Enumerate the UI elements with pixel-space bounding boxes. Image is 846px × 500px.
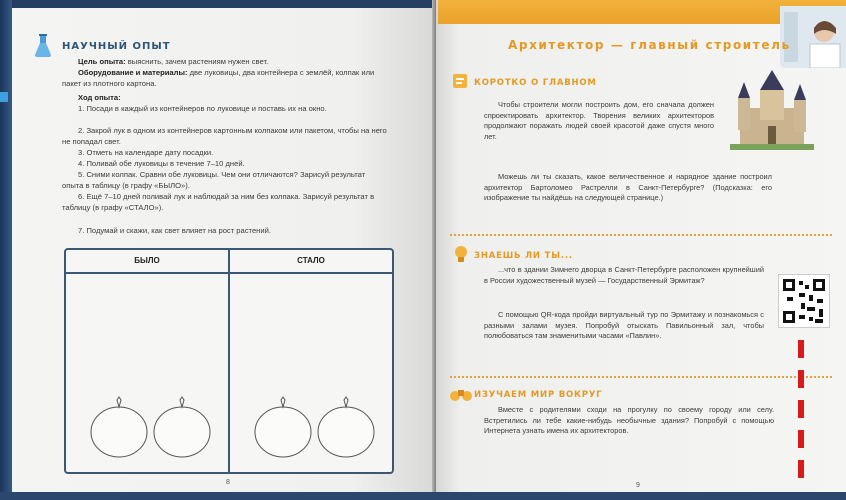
step-item: 1. Посади в каждый из контейнеров по луковице и поставь их на окно. — [78, 104, 327, 113]
dotted-divider — [450, 234, 832, 236]
equipment-text: две луковицы, два контейнера с землёй, колпак или пакет из плотного картона. — [62, 68, 375, 89]
annotation-dash — [798, 400, 804, 418]
step-item: 3. Отметь на календаре дату посадки. — [78, 148, 214, 157]
step-item: 2. Закрой лук в одном из контейнеров картонным колпаком или пакетом, чтобы на него не попадал свет. — [62, 126, 387, 147]
goal-line — [78, 56, 388, 67]
section1-paragraph1: Чтобы строители могли построить дом, его сначала должен спроектировать архитектор. Творения великих архитекторов продолжают поражать людей своей красотой даже спустя много лет. — [484, 100, 714, 141]
light-bulb-icon — [452, 244, 470, 264]
step-item: 5. Сними колпак. Сравни обе луковицы. Чем они отличаются? Зарисуй результат опыта в таблицу (в графу «БЫЛО»). — [62, 170, 366, 191]
steps-label: Ход опыта: — [78, 93, 121, 102]
observation-table — [64, 248, 394, 474]
castle-illustration — [730, 68, 814, 150]
step-item: 4. Поливай обе луковицы в течение 7–10 дней. — [78, 159, 245, 168]
annotation-dash — [798, 370, 804, 388]
equipment-label: Оборудование и материалы: — [78, 68, 188, 77]
section3-paragraph: Вместе с родителями сходи на прогулку по своему городу или селу. Встретились ли тебе какие-нибудь необычные здания? Попробуй с помощью Интернета узнать имена их архитекторов. — [484, 405, 774, 436]
page-title: Архитектор — главный строитель — [508, 38, 791, 52]
architect-photo — [780, 6, 846, 68]
bottom-band — [0, 492, 846, 500]
goal-label: Цель опыта: — [78, 57, 126, 66]
section-title-explore: ИЗУЧАЕМ МИР ВОКРУГ — [474, 390, 603, 400]
step-item: 7. Подумай и скажи, как свет влияет на рост растений. — [78, 226, 271, 235]
qr-code[interactable] — [778, 274, 830, 328]
binoculars-icon — [450, 386, 472, 402]
step-item: 6. Ещё 7–10 дней поливай лук и наблюдай за ним без колпака. Зарисуй результат в таблицу (в графу «СТАЛО»). — [62, 192, 375, 213]
column-after: СТАЛО — [297, 256, 325, 265]
goal-text: выяснить, зачем растениям нужен свет. — [125, 57, 269, 66]
equipment-line — [62, 67, 388, 89]
section-title-short: КОРОТКО О ГЛАВНОМ — [474, 78, 597, 88]
onion-drawing-before — [86, 396, 216, 460]
left-edge — [0, 0, 12, 500]
document-icon — [452, 72, 470, 90]
page-number-left: 8 — [226, 479, 230, 486]
onion-drawing-after — [250, 396, 380, 460]
section-title-did-you-know: ЗНАЕШЬ ЛИ ТЫ... — [474, 251, 573, 261]
dotted-divider — [450, 376, 832, 378]
annotation-dash — [798, 460, 804, 478]
flask-icon — [34, 34, 52, 58]
annotation-dash — [798, 340, 804, 358]
column-before: БЫЛО — [134, 256, 160, 265]
section2-paragraph2: С помощью QR-кода пройди виртуальный тур по Эрмитажу и познакомься с разными залами музея. Попробуй отыскать Павильонный зал, чтобы полюбоваться там знаменитыми часами «Павлин». — [484, 310, 764, 341]
section2-paragraph1: ...что в здании Зимнего дворца в Санкт-Петербурге расположен крупнейший в России художественный музей — Государственный Эрмитаж? — [484, 265, 764, 285]
page-number-right: 9 — [636, 482, 640, 489]
section1-paragraph2: Можешь ли ты сказать, какое величественное и нарядное здание построил архитектор Бартоломео Растрелли в Санкт-Петербурге? (Подсказка: его изображение ты найдёшь на следующей странице.) — [484, 172, 772, 203]
table-divider-vertical — [228, 250, 230, 472]
experiment-section-title: НАУЧНЫЙ ОПЫТ — [62, 41, 171, 52]
annotation-dash — [798, 430, 804, 448]
accent-square — [0, 92, 8, 102]
